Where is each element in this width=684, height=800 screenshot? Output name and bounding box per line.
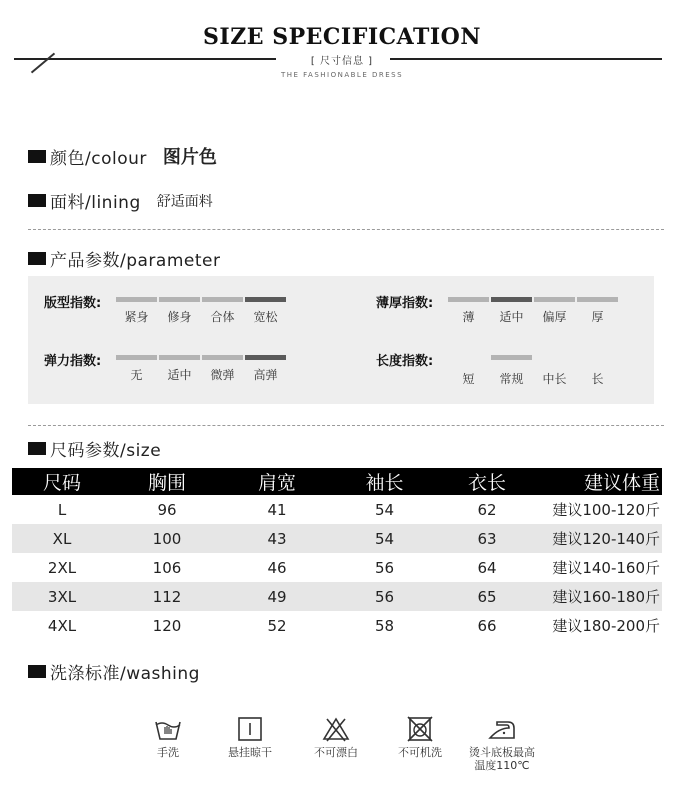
- no-bleach-icon: [321, 716, 351, 742]
- table-cell: 64: [477, 558, 497, 577]
- table-cell: 建议160-180斤: [537, 582, 662, 611]
- wash-item: [294, 716, 378, 759]
- column-header: 建议体重: [537, 468, 662, 495]
- colour-value: 图片色: [162, 147, 217, 168]
- table-cell: 65: [437, 582, 537, 611]
- table-cell: 62: [477, 500, 497, 519]
- gauge-title: 长度指数:: [376, 354, 434, 369]
- table-row: [12, 495, 662, 524]
- colour-label: 颜色/colour: [50, 148, 147, 169]
- section-divider: [28, 425, 664, 426]
- table-cell: 建议120-140斤: [537, 524, 662, 553]
- gauge-option-label: 厚: [591, 310, 604, 324]
- column-header: 袖长: [332, 468, 437, 495]
- gauge-title: 版型指数:: [44, 296, 102, 311]
- table-cell: 58: [374, 616, 395, 635]
- header-tagline: THE FASHIONABLE DRESS: [280, 71, 404, 79]
- wash-label: 不可机洗: [398, 746, 442, 759]
- table-cell: 3XL: [12, 582, 112, 611]
- gauge-segment: [491, 297, 532, 302]
- wash-item: [126, 716, 210, 759]
- wash-item: [378, 716, 462, 759]
- table-cell: 52: [267, 616, 287, 635]
- wash-label: 手洗: [157, 746, 179, 759]
- lining-value: 舒适面料: [156, 193, 213, 210]
- gauge-option-label: 偏厚: [542, 310, 567, 324]
- gauge-option-label: 适中: [167, 368, 192, 382]
- section-marker: [28, 442, 46, 455]
- gauge-option-label: 紧身: [124, 310, 149, 324]
- table-cell: 66: [477, 616, 497, 635]
- parameter-label: 产品参数/parameter: [50, 251, 221, 271]
- gauge-segment: [577, 297, 618, 302]
- gauge-option-label: 长: [591, 372, 604, 386]
- table-cell: 96: [157, 500, 177, 519]
- table-cell: 4XL: [47, 616, 77, 635]
- table-cell: 建议100-120斤: [552, 501, 660, 519]
- table-cell: 100: [112, 524, 222, 553]
- table-cell: 63: [437, 524, 537, 553]
- gauge-option-label: 中长: [542, 372, 567, 386]
- colour-row: [28, 143, 217, 169]
- column-header: 尺码: [12, 468, 112, 495]
- thickness-gauge: [376, 292, 636, 332]
- gauge-segment: [448, 297, 489, 302]
- section-marker: [28, 665, 46, 678]
- no-machine-wash-icon: [405, 716, 435, 742]
- table-cell: 43: [222, 524, 332, 553]
- gauge-option-label: 无: [130, 368, 143, 382]
- table-cell: 56: [374, 558, 395, 577]
- table-cell: 54: [374, 500, 395, 519]
- gauge-segment: [491, 355, 532, 360]
- gauge-option-label: 高弹: [253, 368, 278, 382]
- table-cell: 120: [152, 616, 182, 635]
- table-row: [12, 524, 662, 553]
- lining-row: [28, 188, 213, 213]
- gauge-segment: [202, 355, 243, 360]
- wash-label: 烫斗底板最高 温度110℃: [469, 746, 535, 772]
- table-cell: 54: [332, 524, 437, 553]
- section-divider: [28, 229, 664, 230]
- column-header: 胸围: [112, 468, 222, 495]
- gauge-title: 弹力指数:: [44, 354, 102, 369]
- gauge-segment: [159, 355, 200, 360]
- gauge-option-label: 常规: [499, 372, 524, 386]
- parameter-heading: [28, 246, 220, 271]
- hang-dry-icon: [235, 716, 265, 742]
- table-cell: 41: [267, 500, 287, 519]
- elasticity-gauge: [44, 350, 304, 390]
- table-cell: 56: [332, 582, 437, 611]
- table-cell: 49: [222, 582, 332, 611]
- table-cell: 106: [152, 558, 182, 577]
- gauge-segment: [245, 297, 286, 302]
- gauge-segment: [116, 355, 157, 360]
- section-marker: [28, 150, 46, 163]
- wash-item: [458, 716, 546, 772]
- table-cell: 46: [267, 558, 287, 577]
- size-label: 尺码参数/size: [50, 441, 162, 461]
- parameter-panel: [28, 276, 654, 404]
- gauge-segment: [534, 297, 575, 302]
- washing-heading: [28, 659, 200, 684]
- lining-label: 面料/lining: [50, 193, 141, 213]
- table-cell: 建议180-200斤: [552, 617, 660, 635]
- table-row: [12, 611, 662, 640]
- column-header: 肩宽: [222, 468, 332, 495]
- gauge-segment: [202, 297, 243, 302]
- size-heading: [28, 436, 161, 461]
- gauge-option-label: 合体: [210, 310, 235, 324]
- gauge-segment: [245, 355, 286, 360]
- table-cell: XL: [12, 524, 112, 553]
- table-cell: 112: [112, 582, 222, 611]
- washing-label: 洗涤标准/washing: [50, 664, 200, 684]
- gauge-option-label: 宽松: [253, 310, 278, 324]
- gauge-option-label: 适中: [499, 310, 524, 324]
- section-marker: [28, 252, 46, 265]
- table-cell: 建议140-160斤: [552, 559, 660, 577]
- wash-label: 不可漂白: [314, 746, 358, 759]
- table-row: [12, 582, 662, 611]
- gauge-segment: [116, 297, 157, 302]
- table-cell: 2XL: [47, 558, 77, 577]
- column-header: 衣长: [437, 468, 537, 495]
- gauge-option-label: 微弹: [210, 368, 235, 382]
- gauge-title: 薄厚指数:: [376, 296, 434, 311]
- gauge-option-label: 薄: [462, 310, 475, 324]
- gauge-option-label: 短: [462, 372, 475, 386]
- hand-wash-icon: [153, 716, 183, 742]
- size-table: [12, 468, 662, 640]
- gauge-segment: [159, 297, 200, 302]
- header-subtitle: [ 尺寸信息 ]: [310, 56, 374, 67]
- size-table-header: [12, 468, 662, 495]
- section-marker: [28, 194, 46, 207]
- table-cell: L: [57, 500, 67, 519]
- page-title: SIZE SPECIFICATION: [203, 24, 481, 50]
- wash-item: [208, 716, 292, 759]
- iron-icon: [487, 716, 517, 742]
- length-gauge: [376, 350, 636, 390]
- table-row: [12, 553, 662, 582]
- gauge-option-label: 修身: [167, 310, 192, 324]
- wash-label: 悬挂晾干: [228, 746, 272, 759]
- fit-gauge: [44, 292, 304, 332]
